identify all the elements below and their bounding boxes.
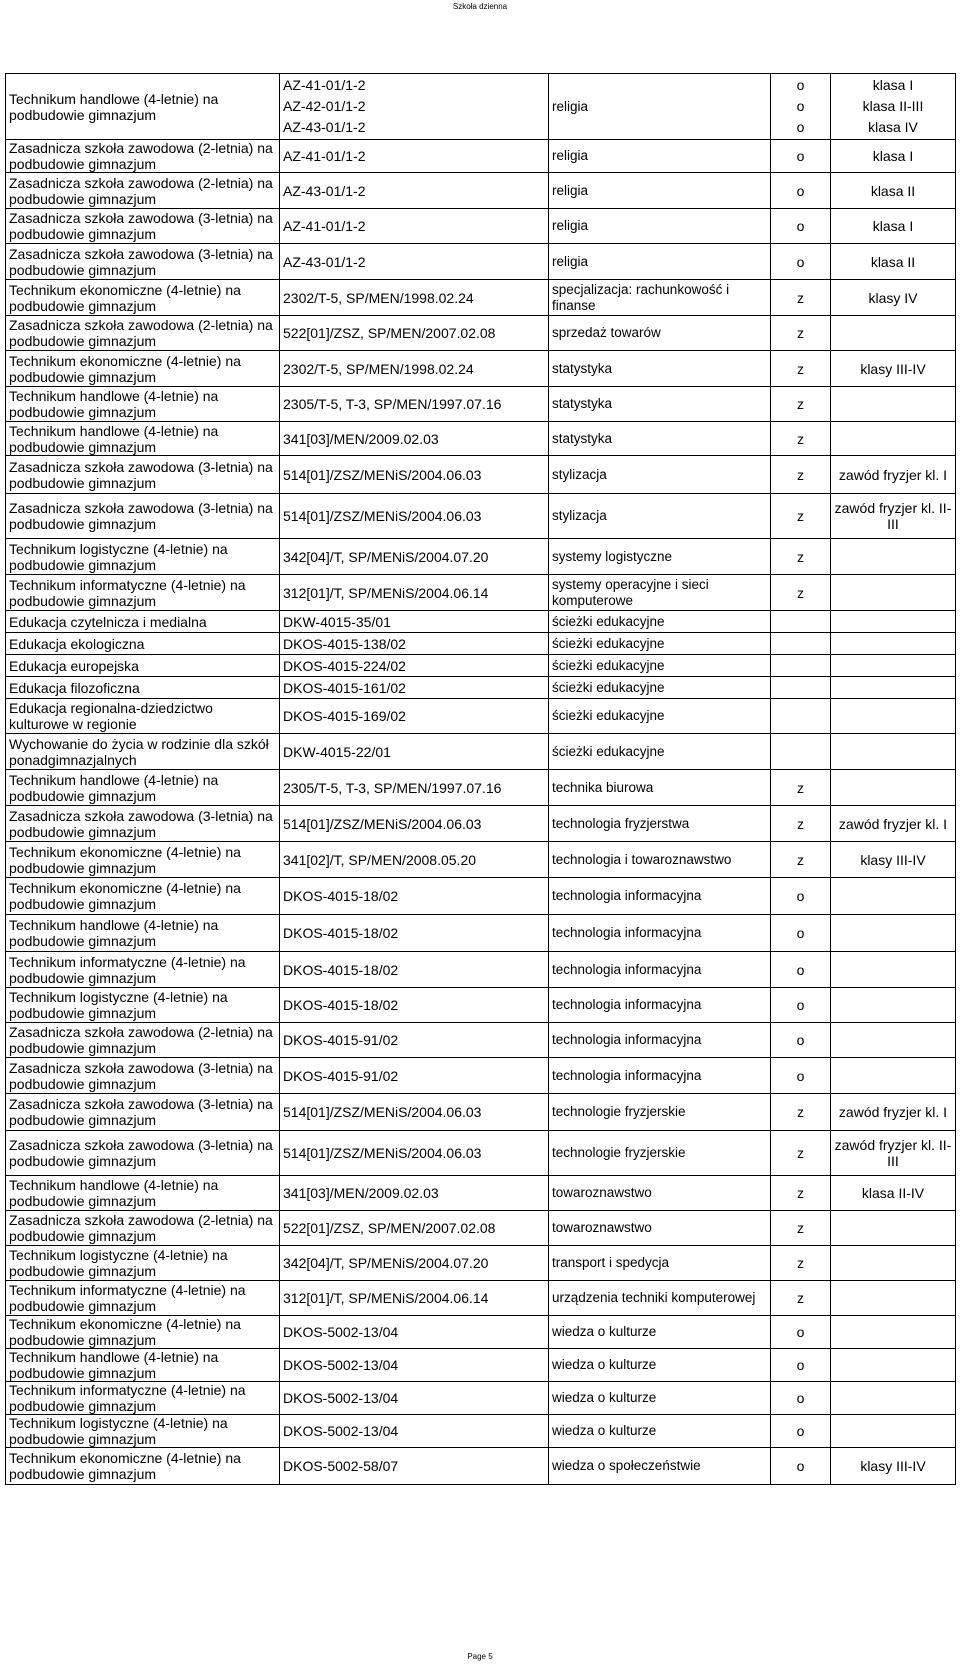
cell-c2: ścieżki edukacyjne [549, 655, 771, 677]
cell-c2: technologia informacyjna [549, 878, 771, 915]
cell-c1: 2305/T-5, T-3, SP/MEN/1997.07.16 [280, 770, 549, 806]
cell-c4: zawód fryzjer kl. I [831, 456, 956, 494]
cell-c2: wiedza o społeczeństwie [549, 1448, 771, 1485]
cell-c3: z [771, 1176, 831, 1211]
cell-c0: Technikum informatyczne (4-letnie) na podbudowie gimnazjum [6, 1281, 280, 1316]
table-row [6, 988, 956, 1023]
cell-c1: 514[01]/ZSZ/MENiS/2004.06.03 [280, 456, 549, 494]
cell-c3: o [771, 878, 831, 915]
cell-c0: Zasadnicza szkoła zawodowa (3-letnia) na podbudowie gimnazjum [6, 1058, 280, 1094]
table-row [6, 1246, 956, 1281]
cell-c4 [831, 633, 956, 655]
cell-c4: klasy III-IV [831, 1448, 956, 1485]
cell-c2: statystyka [549, 387, 771, 422]
cell-c0: Technikum handlowe (4-letnie) na podbudowie gimnazjum [6, 387, 280, 422]
table-row [6, 806, 956, 842]
table-row [6, 1058, 956, 1094]
cell-c2: technologie fryzjerskie [549, 1094, 771, 1131]
cell-c3: o [771, 1023, 831, 1058]
cell-c1: DKOS-5002-13/04 [280, 1349, 549, 1382]
cell-c3: z [771, 387, 831, 422]
cell-c4 [831, 1211, 956, 1246]
cell-c3: o [771, 244, 831, 280]
cell-c2: wiedza o kulturze [549, 1316, 771, 1349]
table-row [6, 677, 956, 699]
cell-c2: technologia informacyjna [549, 1023, 771, 1058]
cell-c2: religia [549, 173, 771, 209]
cell-c1: AZ-43-01/1-2 [280, 173, 549, 209]
cell-c1: 312[01]/T, SP/MENiS/2004.06.14 [280, 575, 549, 611]
cell-c1: DKOS-4015-91/02 [280, 1023, 549, 1058]
cell-c0: Technikum ekonomiczne (4-letnie) na podbudowie gimnazjum [6, 878, 280, 915]
cell-c4 [831, 1281, 956, 1316]
cell-c0: Zasadnicza szkoła zawodowa (3-letnia) na podbudowie gimnazjum [6, 806, 280, 842]
cell-c4 [831, 952, 956, 988]
cell-c0: Technikum ekonomiczne (4-letnie) na podbudowie gimnazjum [6, 280, 280, 316]
cell-c3: o [771, 1382, 831, 1415]
cell-c2: technika biurowa [549, 770, 771, 806]
table-row [6, 456, 956, 494]
table-row [6, 1023, 956, 1058]
cell-c4: zawód fryzjer kl. II-III [831, 494, 956, 539]
cell-c0: Edukacja filozoficzna [6, 677, 280, 699]
table-row [6, 539, 956, 575]
cell-c2: wiedza o kulturze [549, 1382, 771, 1415]
cell-c4 [831, 1349, 956, 1382]
cell-c3 [771, 677, 831, 699]
cell-c2: ścieżki edukacyjne [549, 734, 771, 770]
cell-c0: Edukacja regionalna-dziedzictwo kulturowe w regionie [6, 699, 280, 734]
cell-c4: zawód fryzjer kl. I [831, 1094, 956, 1131]
cell-c2: ścieżki edukacyjne [549, 699, 771, 734]
cell-c4 [831, 422, 956, 456]
table-row [6, 244, 956, 280]
cell-c0: Technikum handlowe (4-letnie) na podbudowie gimnazjum [6, 422, 280, 456]
cell-c2: religia [549, 209, 771, 244]
cell-c0: Technikum logistyczne (4-letnie) na podbudowie gimnazjum [6, 1415, 280, 1448]
cell-c2: systemy logistyczne [549, 539, 771, 575]
cell-c3: z [771, 422, 831, 456]
cell-c2: technologie fryzjerskie [549, 1131, 771, 1176]
cell-c0: Technikum handlowe (4-letnie) na podbudowie gimnazjum [6, 1349, 280, 1382]
cell-c3: o [771, 173, 831, 209]
cell-c1: 342[04]/T, SP/MENiS/2004.07.20 [280, 1246, 549, 1281]
cell-c0: Technikum handlowe (4-letnie) na podbudowie gimnazjum [6, 915, 280, 952]
cell-c1: DKOS-4015-138/02 [280, 633, 549, 655]
cell-c1: AZ-43-01/1-2 [280, 244, 549, 280]
cell-c3: o [771, 1415, 831, 1448]
cell-c1: DKOS-4015-18/02 [280, 988, 549, 1023]
cell-c2: wiedza o kulturze [549, 1415, 771, 1448]
table-row [6, 1349, 956, 1382]
cell-c1: 514[01]/ZSZ/MENiS/2004.06.03 [280, 806, 549, 842]
cell-c4 [831, 1415, 956, 1448]
cell-c3: z [771, 806, 831, 842]
cell-c1: 312[01]/T, SP/MENiS/2004.06.14 [280, 1281, 549, 1316]
cell-c0: Zasadnicza szkoła zawodowa (3-letnia) na podbudowie gimnazjum [6, 494, 280, 539]
table-row [6, 74, 956, 140]
cell-c1: 514[01]/ZSZ/MENiS/2004.06.03 [280, 1131, 549, 1176]
cell-c4 [831, 1246, 956, 1281]
cell-c1: AZ-41-01/1-2 [280, 209, 549, 244]
cell-c1: 2302/T-5, SP/MEN/1998.02.24 [280, 280, 549, 316]
table-row [6, 209, 956, 244]
cell-c2: religia [549, 244, 771, 280]
cell-c0: Technikum logistyczne (4-letnie) na podbudowie gimnazjum [6, 1246, 280, 1281]
cell-c4 [831, 611, 956, 633]
cell-c2: ścieżki edukacyjne [549, 677, 771, 699]
cell-c0: Zasadnicza szkoła zawodowa (2-letnia) na podbudowie gimnazjum [6, 173, 280, 209]
cell-c4: klasa I klasa II-III klasa IV [831, 74, 956, 140]
cell-c4 [831, 1316, 956, 1349]
cell-c2: ścieżki edukacyjne [549, 633, 771, 655]
cell-c1: 522[01]/ZSZ, SP/MEN/2007.02.08 [280, 316, 549, 351]
cell-c4 [831, 1058, 956, 1094]
table-row [6, 842, 956, 878]
cell-c1: 342[04]/T, SP/MENiS/2004.07.20 [280, 539, 549, 575]
cell-c0: Technikum informatyczne (4-letnie) na podbudowie gimnazjum [6, 952, 280, 988]
cell-c3: o [771, 140, 831, 173]
cell-c0: Technikum handlowe (4-letnie) na podbudowie gimnazjum [6, 1176, 280, 1211]
table-row [6, 1131, 956, 1176]
table-row [6, 1316, 956, 1349]
cell-c4: zawód fryzjer kl. II-III [831, 1131, 956, 1176]
cell-c0: Technikum logistyczne (4-letnie) na podbudowie gimnazjum [6, 988, 280, 1023]
cell-c0: Technikum informatyczne (4-letnie) na podbudowie gimnazjum [6, 575, 280, 611]
cell-c0: Zasadnicza szkoła zawodowa (3-letnia) na podbudowie gimnazjum [6, 1094, 280, 1131]
cell-c3: o [771, 915, 831, 952]
cell-c0: Zasadnicza szkoła zawodowa (3-letnia) na podbudowie gimnazjum [6, 1131, 280, 1176]
cell-c2: statystyka [549, 351, 771, 387]
table-body [6, 74, 956, 1485]
cell-c2: technologia fryzjerstwa [549, 806, 771, 842]
cell-c4 [831, 539, 956, 575]
cell-c1: DKOS-4015-169/02 [280, 699, 549, 734]
table-row [6, 915, 956, 952]
cell-c4: klasy III-IV [831, 842, 956, 878]
cell-c0: Wychowanie do życia w rodzinie dla szkół ponadgimnazjalnych [6, 734, 280, 770]
cell-c4 [831, 387, 956, 422]
curriculum-table [5, 73, 956, 1485]
cell-c4: klasy III-IV [831, 351, 956, 387]
cell-c2: wiedza o kulturze [549, 1349, 771, 1382]
cell-c2: transport i spedycja [549, 1246, 771, 1281]
cell-c2: religia [549, 74, 771, 140]
table-row [6, 575, 956, 611]
cell-c0: Technikum ekonomiczne (4-letnie) na podbudowie gimnazjum [6, 842, 280, 878]
cell-c1: DKW-4015-22/01 [280, 734, 549, 770]
cell-c4 [831, 734, 956, 770]
cell-c0: Zasadnicza szkoła zawodowa (3-letnia) na podbudowie gimnazjum [6, 244, 280, 280]
table-row [6, 611, 956, 633]
cell-c0: Zasadnicza szkoła zawodowa (2-letnia) na podbudowie gimnazjum [6, 316, 280, 351]
cell-c3: z [771, 842, 831, 878]
cell-c3: o [771, 1316, 831, 1349]
cell-c0: Technikum handlowe (4-letnie) na podbudowie gimnazjum [6, 74, 280, 140]
cell-c1: DKOS-5002-13/04 [280, 1316, 549, 1349]
cell-c0: Technikum ekonomiczne (4-letnie) na podbudowie gimnazjum [6, 351, 280, 387]
cell-c4 [831, 655, 956, 677]
cell-c2: sprzedaż towarów [549, 316, 771, 351]
cell-c4 [831, 1382, 956, 1415]
cell-c1: AZ-41-01/1-2 [280, 140, 549, 173]
cell-c1: 2305/T-5, T-3, SP/MEN/1997.07.16 [280, 387, 549, 422]
cell-c0: Technikum logistyczne (4-letnie) na podbudowie gimnazjum [6, 539, 280, 575]
cell-c1: DKOS-4015-18/02 [280, 952, 549, 988]
cell-c4: klasa I [831, 209, 956, 244]
cell-c4: klasa II-IV [831, 1176, 956, 1211]
cell-c3 [771, 699, 831, 734]
table-row [6, 387, 956, 422]
cell-c3 [771, 655, 831, 677]
cell-c2: technologia informacyjna [549, 952, 771, 988]
table-row [6, 140, 956, 173]
cell-c3: o [771, 1349, 831, 1382]
cell-c4: klasa II [831, 244, 956, 280]
table-row [6, 1176, 956, 1211]
table-row [6, 316, 956, 351]
cell-c4 [831, 699, 956, 734]
cell-c2: ścieżki edukacyjne [549, 611, 771, 633]
table-row [6, 1211, 956, 1246]
cell-c0: Zasadnicza szkoła zawodowa (3-letnia) na podbudowie gimnazjum [6, 456, 280, 494]
cell-c2: technologia informacyjna [549, 915, 771, 952]
table-row [6, 1094, 956, 1131]
cell-c3 [771, 611, 831, 633]
cell-c2: technologia informacyjna [549, 1058, 771, 1094]
cell-c1: DKOS-4015-18/02 [280, 878, 549, 915]
cell-c2: stylizacja [549, 456, 771, 494]
cell-c1: 522[01]/ZSZ, SP/MEN/2007.02.08 [280, 1211, 549, 1246]
cell-c4 [831, 878, 956, 915]
table-row [6, 1281, 956, 1316]
cell-c4 [831, 575, 956, 611]
cell-c3: z [771, 1211, 831, 1246]
cell-c2: technologia i towaroznawstwo [549, 842, 771, 878]
cell-c3: z [771, 494, 831, 539]
cell-c3: o [771, 209, 831, 244]
cell-c3: o [771, 1448, 831, 1485]
cell-c2: religia [549, 140, 771, 173]
cell-c3: z [771, 1246, 831, 1281]
cell-c4 [831, 988, 956, 1023]
cell-c0: Edukacja europejska [6, 655, 280, 677]
page-header: Szkoła dzienna [452, 2, 508, 11]
cell-c3: z [771, 456, 831, 494]
table-row [6, 1448, 956, 1485]
cell-c4 [831, 1023, 956, 1058]
cell-c3: o [771, 988, 831, 1023]
cell-c1: 341[03]/MEN/2009.02.03 [280, 422, 549, 456]
table-row [6, 878, 956, 915]
cell-c4: klasa II [831, 173, 956, 209]
cell-c0: Technikum ekonomiczne (4-letnie) na podbudowie gimnazjum [6, 1316, 280, 1349]
cell-c1: DKOS-4015-161/02 [280, 677, 549, 699]
table-row [6, 952, 956, 988]
table-row [6, 1382, 956, 1415]
cell-c3: z [771, 1281, 831, 1316]
table-row [6, 734, 956, 770]
table-row [6, 173, 956, 209]
cell-c1: DKOS-5002-58/07 [280, 1448, 549, 1485]
cell-c2: towaroznawstwo [549, 1211, 771, 1246]
cell-c1: DKOS-5002-13/04 [280, 1382, 549, 1415]
cell-c1: DKW-4015-35/01 [280, 611, 549, 633]
cell-c0: Technikum ekonomiczne (4-letnie) na podbudowie gimnazjum [6, 1448, 280, 1485]
cell-c2: urządzenia techniki komputerowej [549, 1281, 771, 1316]
cell-c3: z [771, 280, 831, 316]
table-row [6, 494, 956, 539]
cell-c3: z [771, 1094, 831, 1131]
cell-c1: 341[02]/T, SP/MEN/2008.05.20 [280, 842, 549, 878]
cell-c2: technologia informacyjna [549, 988, 771, 1023]
cell-c0: Technikum handlowe (4-letnie) na podbudowie gimnazjum [6, 770, 280, 806]
table-row [6, 422, 956, 456]
cell-c4: zawód fryzjer kl. I [831, 806, 956, 842]
cell-c4 [831, 770, 956, 806]
cell-c2: systemy operacyjne i sieci komputerowe [549, 575, 771, 611]
cell-c3: z [771, 770, 831, 806]
cell-c3: z [771, 575, 831, 611]
cell-c3: o o o [771, 74, 831, 140]
table-row [6, 655, 956, 677]
cell-c0: Zasadnicza szkoła zawodowa (3-letnia) na podbudowie gimnazjum [6, 209, 280, 244]
cell-c1: DKOS-4015-224/02 [280, 655, 549, 677]
cell-c1: DKOS-4015-18/02 [280, 915, 549, 952]
cell-c1: DKOS-5002-13/04 [280, 1415, 549, 1448]
cell-c3: z [771, 1131, 831, 1176]
cell-c1: AZ-41-01/1-2 AZ-42-01/1-2 AZ-43-01/1-2 [280, 74, 549, 140]
cell-c3: z [771, 539, 831, 575]
cell-c1: 514[01]/ZSZ/MENiS/2004.06.03 [280, 1094, 549, 1131]
cell-c2: towaroznawstwo [549, 1176, 771, 1211]
cell-c1: DKOS-4015-91/02 [280, 1058, 549, 1094]
cell-c0: Zasadnicza szkoła zawodowa (2-letnia) na podbudowie gimnazjum [6, 1023, 280, 1058]
cell-c0: Technikum informatyczne (4-letnie) na podbudowie gimnazjum [6, 1382, 280, 1415]
cell-c3: o [771, 1058, 831, 1094]
cell-c0: Edukacja czytelnicza i medialna [6, 611, 280, 633]
cell-c2: statystyka [549, 422, 771, 456]
page-footer: Page 5 [467, 1652, 493, 1661]
cell-c1: 341[03]/MEN/2009.02.03 [280, 1176, 549, 1211]
cell-c3 [771, 734, 831, 770]
cell-c1: 2302/T-5, SP/MEN/1998.02.24 [280, 351, 549, 387]
table-row [6, 1415, 956, 1448]
cell-c2: stylizacja [549, 494, 771, 539]
cell-c3 [771, 633, 831, 655]
cell-c1: 514[01]/ZSZ/MENiS/2004.06.03 [280, 494, 549, 539]
table-row [6, 770, 956, 806]
table-row [6, 280, 956, 316]
cell-c0: Zasadnicza szkoła zawodowa (2-letnia) na podbudowie gimnazjum [6, 140, 280, 173]
table-row [6, 699, 956, 734]
cell-c3: o [771, 952, 831, 988]
cell-c0: Zasadnicza szkoła zawodowa (2-letnia) na podbudowie gimnazjum [6, 1211, 280, 1246]
cell-c2: specjalizacja: rachunkowość i finanse [549, 280, 771, 316]
cell-c3: z [771, 351, 831, 387]
table-row [6, 351, 956, 387]
table-row [6, 633, 956, 655]
cell-c4 [831, 915, 956, 952]
cell-c0: Edukacja ekologiczna [6, 633, 280, 655]
cell-c4: klasa I [831, 140, 956, 173]
cell-c4 [831, 316, 956, 351]
cell-c4: klasy IV [831, 280, 956, 316]
cell-c3: z [771, 316, 831, 351]
cell-c4 [831, 677, 956, 699]
